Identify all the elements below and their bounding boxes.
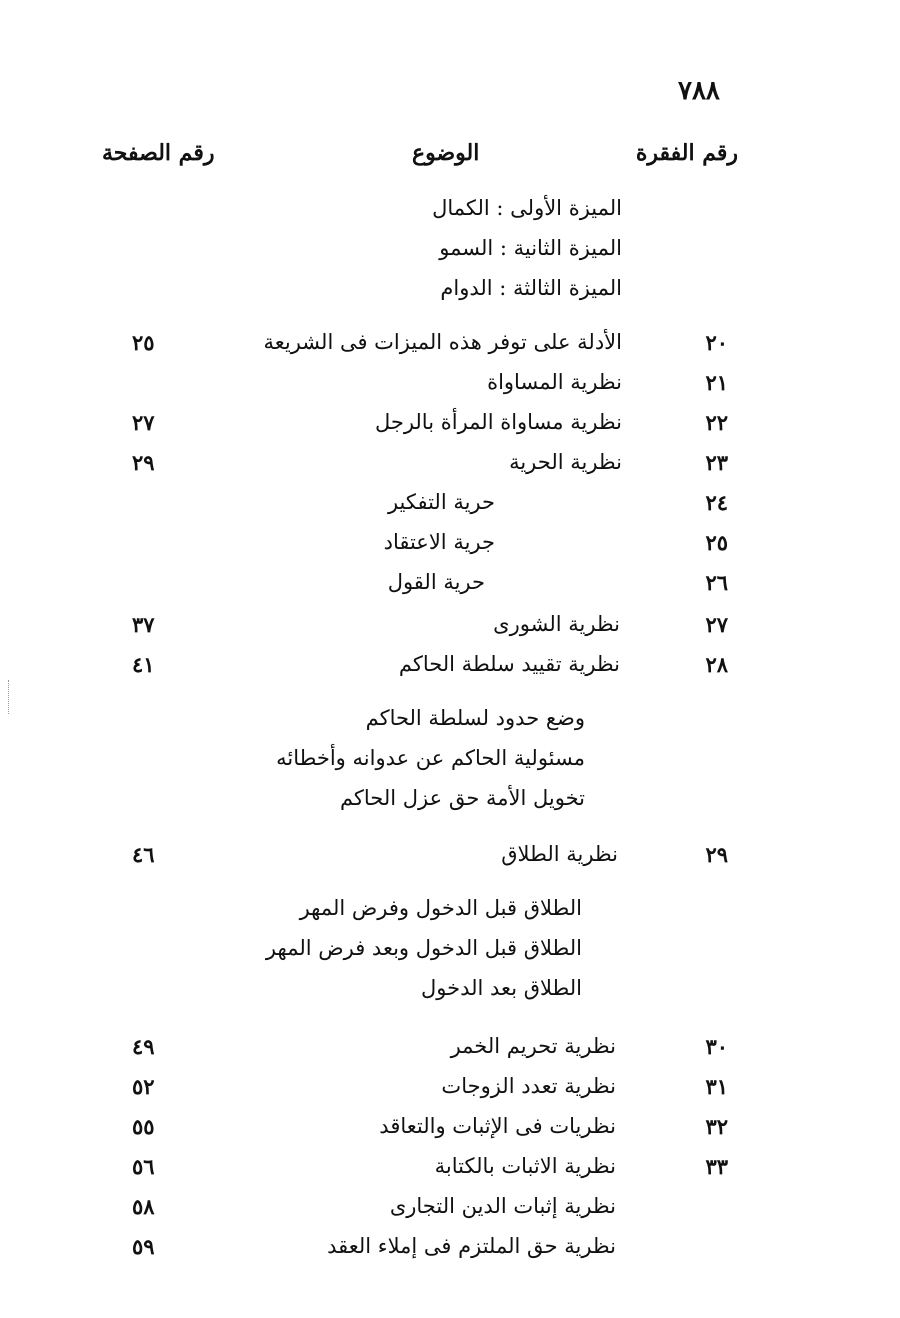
toc-row (0, 896, 900, 936)
toc-title: نظرية تحريم الخمر (450, 1034, 616, 1058)
toc-title: نظرية تعدد الزوجات (441, 1074, 616, 1098)
toc-title: الميزة الثالثة : الدوام (440, 276, 622, 300)
toc-row (0, 612, 900, 652)
toc-title: الميزة الأولى : الكمال (432, 196, 622, 220)
toc-title: الأدلة على توفر هذه الميزات فى الشريعة (263, 330, 622, 354)
toc-row (0, 1154, 900, 1194)
toc-paragraph-number: ٢٠ (705, 330, 728, 355)
toc-row (0, 936, 900, 976)
toc-title: مسئولية الحاكم عن عدوانه وأخطائه (276, 746, 585, 770)
toc-row (0, 1234, 900, 1274)
toc-row (0, 196, 900, 236)
toc-paragraph-number: ٢٩ (705, 842, 728, 867)
toc-row (0, 276, 900, 316)
toc-paragraph-number: ٣٣ (705, 1154, 728, 1179)
toc-row (0, 976, 900, 1016)
toc-row (0, 746, 900, 786)
header-topic: الوضوع (412, 140, 480, 166)
toc-paragraph-number: ٣٠ (705, 1034, 728, 1059)
toc-page-number: ٤٦ (132, 842, 155, 867)
toc-page-number: ٥٢ (132, 1074, 155, 1099)
toc-title: نظرية إثبات الدين التجارى (389, 1194, 616, 1218)
toc-row (0, 1114, 900, 1154)
toc-row (0, 410, 900, 450)
toc-paragraph-number: ٢٨ (705, 652, 728, 677)
toc-paragraph-number: ٢٣ (705, 450, 728, 475)
toc-row (0, 370, 900, 410)
toc-paragraph-number: ٢٤ (705, 490, 728, 515)
toc-page-number: ٢٧ (132, 410, 155, 435)
toc-title: الطلاق بعد الدخول (421, 976, 582, 1000)
toc-row (0, 330, 900, 370)
toc-paragraph-number: ٢٢ (705, 410, 728, 435)
toc-row (0, 490, 900, 530)
toc-row (0, 842, 900, 882)
toc-title: نظرية مساواة المرأة بالرجل (374, 410, 622, 434)
toc-row (0, 450, 900, 490)
toc-paragraph-number: ٢٦ (705, 570, 728, 595)
toc-title: الطلاق قبل الدخول وفرض المهر (299, 896, 582, 920)
toc-title: تخويل الأمة حق عزل الحاكم (339, 786, 585, 810)
toc-title: جرية الاعتقاد (383, 530, 495, 554)
toc-title: نظرية الحرية (509, 450, 622, 474)
toc-page-number: ٤٩ (132, 1034, 155, 1059)
toc-row (0, 236, 900, 276)
header-paragraph-number: رقم الفقرة (635, 140, 738, 166)
toc-title: نظرية تقييد سلطة الحاكم (398, 652, 620, 676)
toc-title: نظرية الطلاق (501, 842, 618, 866)
toc-row (0, 706, 900, 746)
header-page-number: رقم الصفحة (102, 140, 215, 166)
toc-row (0, 530, 900, 570)
toc-page-number: ٢٩ (132, 450, 155, 475)
toc-page-number: ٥٦ (132, 1154, 155, 1179)
toc-title: نظرية حق الملتزم فى إملاء العقد (327, 1234, 616, 1258)
toc-title: وضع حدود لسلطة الحاكم (365, 706, 585, 730)
toc-page-number: ٢٥ (132, 330, 155, 355)
toc-title: نظرية الشورى (493, 612, 620, 636)
toc-paragraph-number: ٢٧ (705, 612, 728, 637)
toc-row (0, 1074, 900, 1114)
toc-row (0, 652, 900, 692)
toc-page-number: ٣٧ (132, 612, 155, 637)
toc-title: نظرية الاثبات بالكتابة (434, 1154, 616, 1178)
toc-title: نظرية المساواة (487, 370, 622, 394)
toc-row (0, 786, 900, 826)
toc-title: نظريات فى الإثبات والتعاقد (379, 1114, 616, 1138)
toc-row (0, 1034, 900, 1074)
toc-page-number: ٥٨ (132, 1194, 155, 1219)
toc-page-number: ٥٩ (132, 1234, 155, 1259)
toc-title: الطلاق قبل الدخول وبعد فرض المهر (265, 936, 582, 960)
toc-row (0, 1194, 900, 1234)
toc-title: الميزة الثانية : السمو (439, 236, 622, 260)
toc-paragraph-number: ٢٥ (705, 530, 728, 555)
toc-title: حرية التفكير (387, 490, 495, 514)
page-number: ٧٨٨ (678, 76, 720, 106)
toc-paragraph-number: ٣٢ (705, 1114, 728, 1139)
toc-paragraph-number: ٢١ (705, 370, 728, 395)
toc-row (0, 570, 900, 610)
toc-page-number: ٤١ (132, 652, 155, 677)
toc-paragraph-number: ٣١ (705, 1074, 728, 1099)
toc-page-number: ٥٥ (132, 1114, 155, 1139)
toc-title: حرية القول (387, 570, 485, 594)
